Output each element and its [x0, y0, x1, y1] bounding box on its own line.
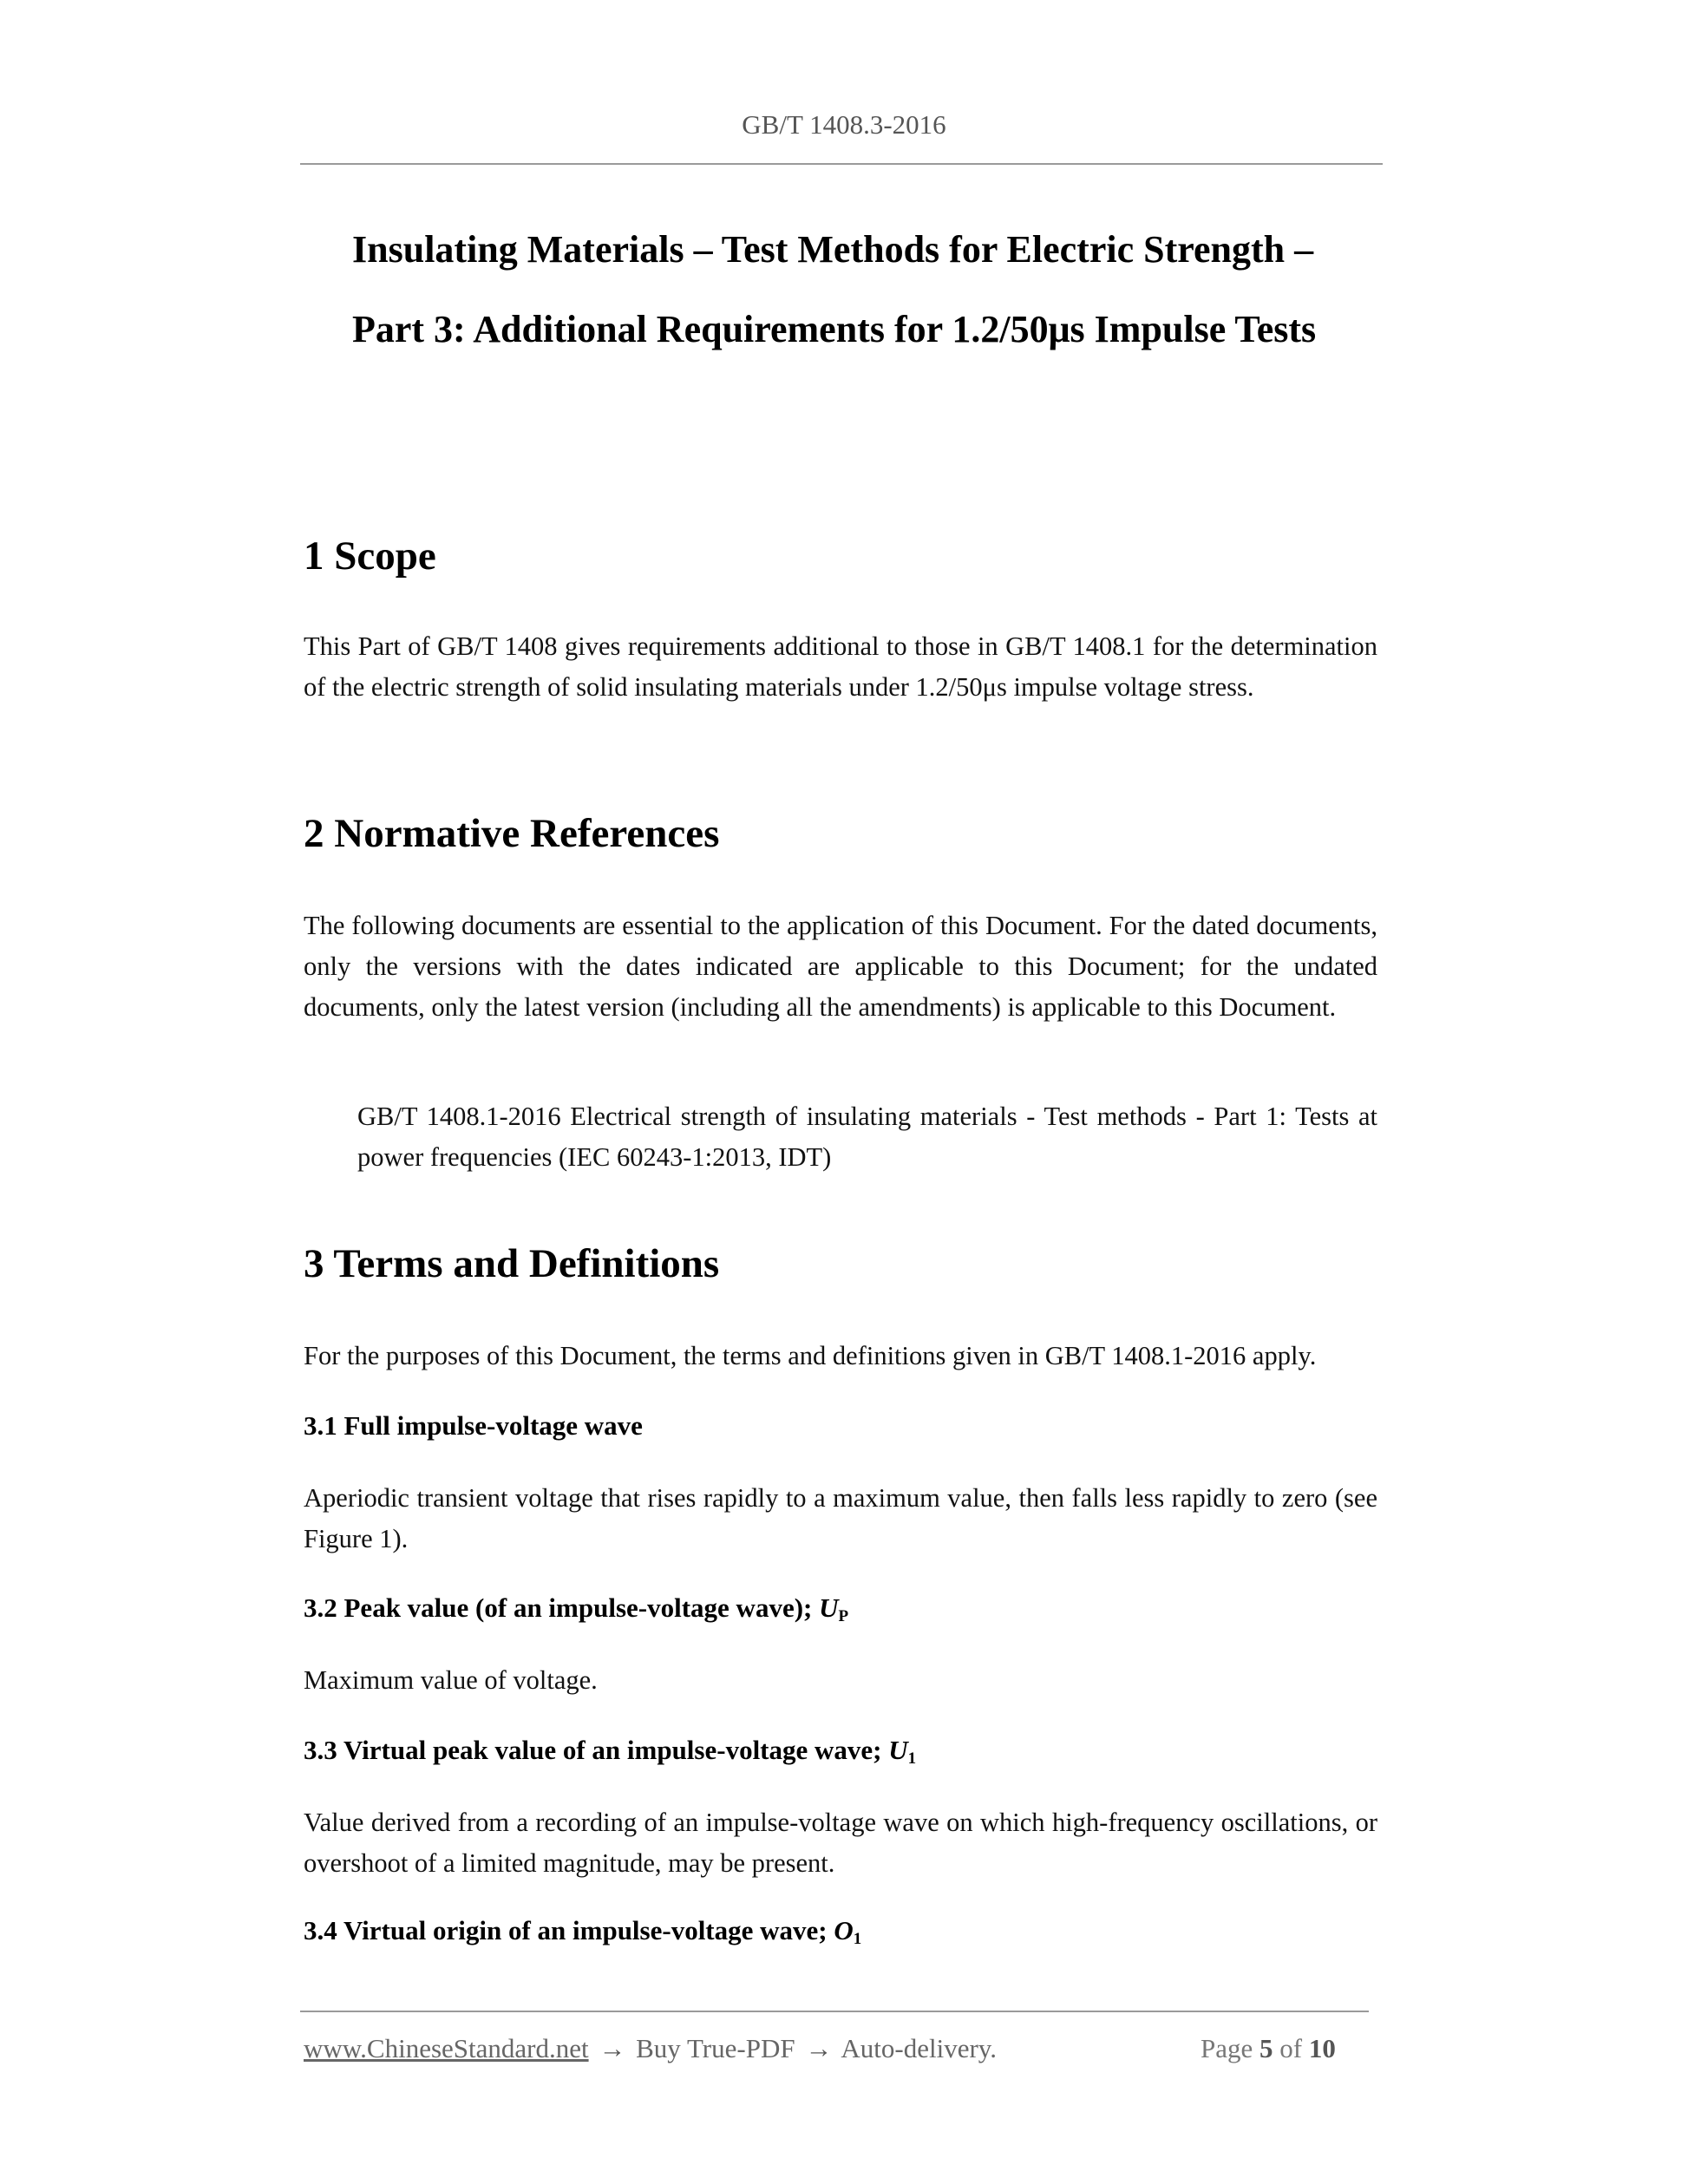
term-3-4-title: [304, 1915, 861, 1949]
term-3-2-title-text: 3.2 Peak value (of an impulse-voltage wave);: [304, 1592, 820, 1623]
arrow-right-icon: →: [805, 2033, 833, 2063]
term-3-2-subscript: P: [838, 1607, 849, 1625]
document-title-line-2: Part 3: Additional Requirements for 1.2/50μs Impulse Tests: [352, 308, 1317, 350]
section-heading-normative-references: 2 Normative References: [304, 811, 720, 856]
term-3-2-definition: Maximum value of voltage.: [304, 1665, 598, 1695]
footer-divider: [300, 2011, 1369, 2012]
term-3-4-symbol: O: [834, 1915, 854, 1945]
arrow-right-icon: →: [599, 2033, 626, 2063]
section-heading-scope: 1 Scope: [304, 533, 436, 579]
term-3-3-definition: Value derived from a recording of an impulse-voltage wave on which high-frequency oscillations, or overshoot of a limited magnitude, may be present.: [304, 1808, 1377, 1878]
term-3-3-subscript: 1: [907, 1749, 917, 1768]
site-link[interactable]: www.ChineseStandard.net: [304, 2033, 589, 2063]
page-indicator: [1201, 2033, 1336, 2064]
term-3-2-title: [304, 1592, 848, 1626]
buy-true-pdf-text: Buy True-PDF: [636, 2033, 795, 2063]
page-of-label: of: [1279, 2033, 1303, 2063]
normative-reference-item: GB/T 1408.1-2016 Electrical strength of insulating materials - Test methods - Part 1: Tests at power frequencies (IEC 60243-1:2013, IDT): [357, 1102, 1377, 1172]
header-divider: [300, 163, 1383, 165]
term-3-1-definition: Aperiodic transient voltage that rises rapidly to a maximum value, then falls less rapidly to zero (see Figure 1).: [304, 1483, 1377, 1553]
page-total: 10: [1308, 2033, 1336, 2063]
page-label: Page: [1201, 2033, 1253, 2063]
footer-promo: [304, 2033, 997, 2064]
normative-paragraph: The following documents are essential to the application of this Document. For the dated documents, only the versions with the dates indicated are applicable to this Document; for the undated documents, only the latest version (including all the amendments) is applicable to this Document.: [304, 911, 1377, 1022]
term-3-3-title-text: 3.3 Virtual peak value of an impulse-voltage wave;: [304, 1735, 889, 1765]
term-3-1-title: 3.1 Full impulse-voltage wave: [304, 1410, 643, 1441]
terms-paragraph: For the purposes of this Document, the terms and definitions given in GB/T 1408.1-2016 apply.: [304, 1341, 1317, 1370]
document-title-line-1: Insulating Materials – Test Methods for Electric Strength –: [352, 228, 1314, 271]
term-3-3-symbol: U: [888, 1735, 908, 1765]
auto-delivery-text: Auto-delivery.: [841, 2033, 998, 2063]
term-3-4-title-text: 3.4 Virtual origin of an impulse-voltage wave;: [304, 1915, 834, 1945]
section-heading-terms: 3 Terms and Definitions: [304, 1241, 720, 1286]
term-3-2-symbol: U: [819, 1592, 839, 1623]
header-standard-code: GB/T 1408.3-2016: [742, 109, 946, 140]
term-3-4-subscript: 1: [853, 1930, 862, 1948]
term-3-3-title: [304, 1735, 916, 1769]
page-current: 5: [1259, 2033, 1273, 2063]
scope-paragraph: This Part of GB/T 1408 gives requirements additional to those in GB/T 1408.1 for the determination of the electric strength of solid insulating materials under 1.2/50μs impulse voltage stress.: [304, 631, 1377, 702]
